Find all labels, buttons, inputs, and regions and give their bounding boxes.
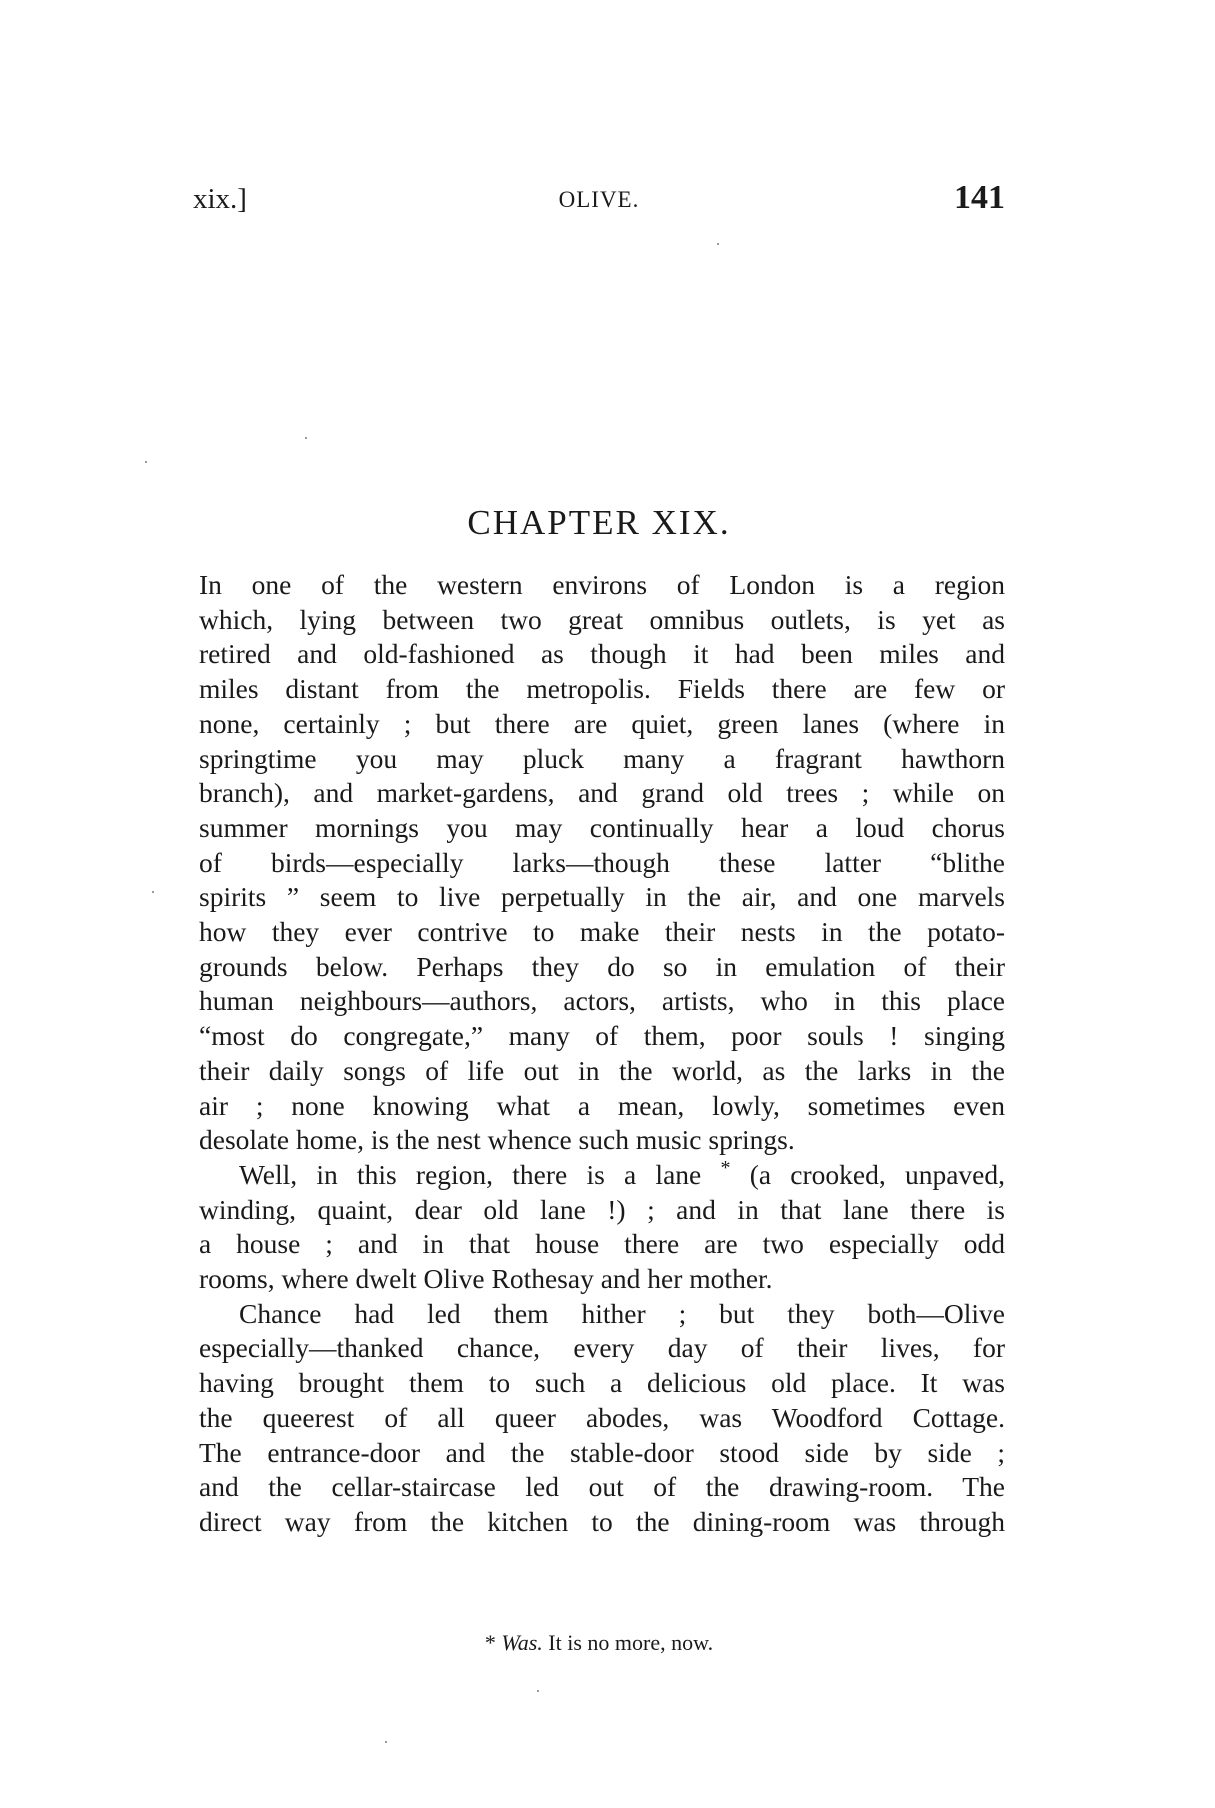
paragraph-line: “most do congregate,” many of them, poor souls ! singing	[199, 1020, 1005, 1052]
paragraph-line: The entrance-door and the stable-door stood side by side ;	[199, 1436, 1005, 1468]
footnote-text: It is no more, now.	[548, 1630, 714, 1655]
scan-speck	[305, 437, 307, 439]
scan-speck	[385, 1741, 387, 1743]
running-head	[193, 179, 1005, 223]
scan-speck	[152, 891, 154, 893]
paragraph-line: direct way from the kitchen to the dining-room was through	[199, 1505, 1005, 1537]
paragraph-line: none, certainly ; but there are quiet, green lanes (where in	[199, 707, 1005, 739]
paragraph-line: a house ; and in that house there are two especially odd	[199, 1228, 1005, 1260]
footnote-italic: Was.	[501, 1630, 543, 1655]
paragraph-line: rooms, where dwelt Olive Rothesay and her mother.	[199, 1263, 773, 1295]
paragraph-line: spirits ” seem to live perpetually in the air, and one marvels	[199, 881, 1005, 913]
paragraph-line: having brought them to such a delicious old place. It was	[199, 1367, 1005, 1399]
paragraph-line: their daily songs of life out in the world, as the larks in the	[199, 1054, 1005, 1086]
scan-speck	[145, 461, 147, 463]
paragraph-line: branch), and market-gardens, and grand old trees ; while on	[199, 777, 1005, 809]
paragraph-line: springtime you may pluck many a fragrant hawthorn	[199, 742, 1005, 774]
footnote-marker: *	[484, 1630, 496, 1655]
paragraph-line: the queerest of all queer abodes, was Woodford Cottage.	[199, 1401, 1005, 1433]
running-head-title: OLIVE.	[558, 187, 640, 212]
paragraph-line: of birds—especially larks—though these latter “blithe	[199, 846, 1005, 878]
paragraph-line: desolate home, is the nest whence such music springs.	[199, 1124, 795, 1156]
paragraph-line: and the cellar-staircase led out of the drawing-room. The	[199, 1471, 1005, 1503]
paragraph-line: In one of the western environs of London is a region	[199, 569, 1005, 600]
running-head-chapter: xix.]	[193, 183, 247, 215]
footnote-reference: *	[720, 1156, 731, 1179]
paragraph-line: air ; none knowing what a mean, lowly, sometimes even	[199, 1089, 1005, 1121]
paragraph-line: human neighbours—authors, actors, artists, who in this place	[199, 985, 1005, 1017]
scan-speck	[537, 1690, 539, 1692]
paragraph-line: miles distant from the metropolis. Fields there are few or	[199, 673, 1005, 705]
paragraph-line: grounds below. Perhaps they do so in emulation of their	[199, 950, 1005, 982]
page-number: 141	[954, 179, 1005, 216]
scan-speck	[717, 243, 719, 245]
paragraph-line-part: (a crooked, unpaved,	[749, 1158, 1006, 1190]
chapter-title: CHAPTER XIX.	[467, 503, 731, 542]
paragraph-line: winding, quaint, dear old lane !) ; and in that lane there is	[199, 1193, 1005, 1225]
paragraph-line	[199, 1158, 1005, 1193]
paragraph-line: especially—thanked chance, every day of their lives, for	[199, 1332, 1005, 1364]
paragraph-line: Chance had led them hither ; but they both—Olive	[239, 1297, 1005, 1329]
paragraph-line: which, lying between two great omnibus outlets, is yet as	[199, 603, 1005, 635]
footnote	[193, 1630, 1005, 1656]
paragraph-line: summer mornings you may continually hear a loud chorus	[199, 811, 1005, 843]
paragraph-line: how they ever contrive to make their nests in the potato-	[199, 916, 1005, 948]
paragraph-line-part: Well, in this region, there is a lane	[239, 1158, 702, 1190]
paragraph-line: retired and old-fashioned as though it had been miles and	[199, 638, 1005, 670]
body-text	[199, 568, 1005, 1540]
